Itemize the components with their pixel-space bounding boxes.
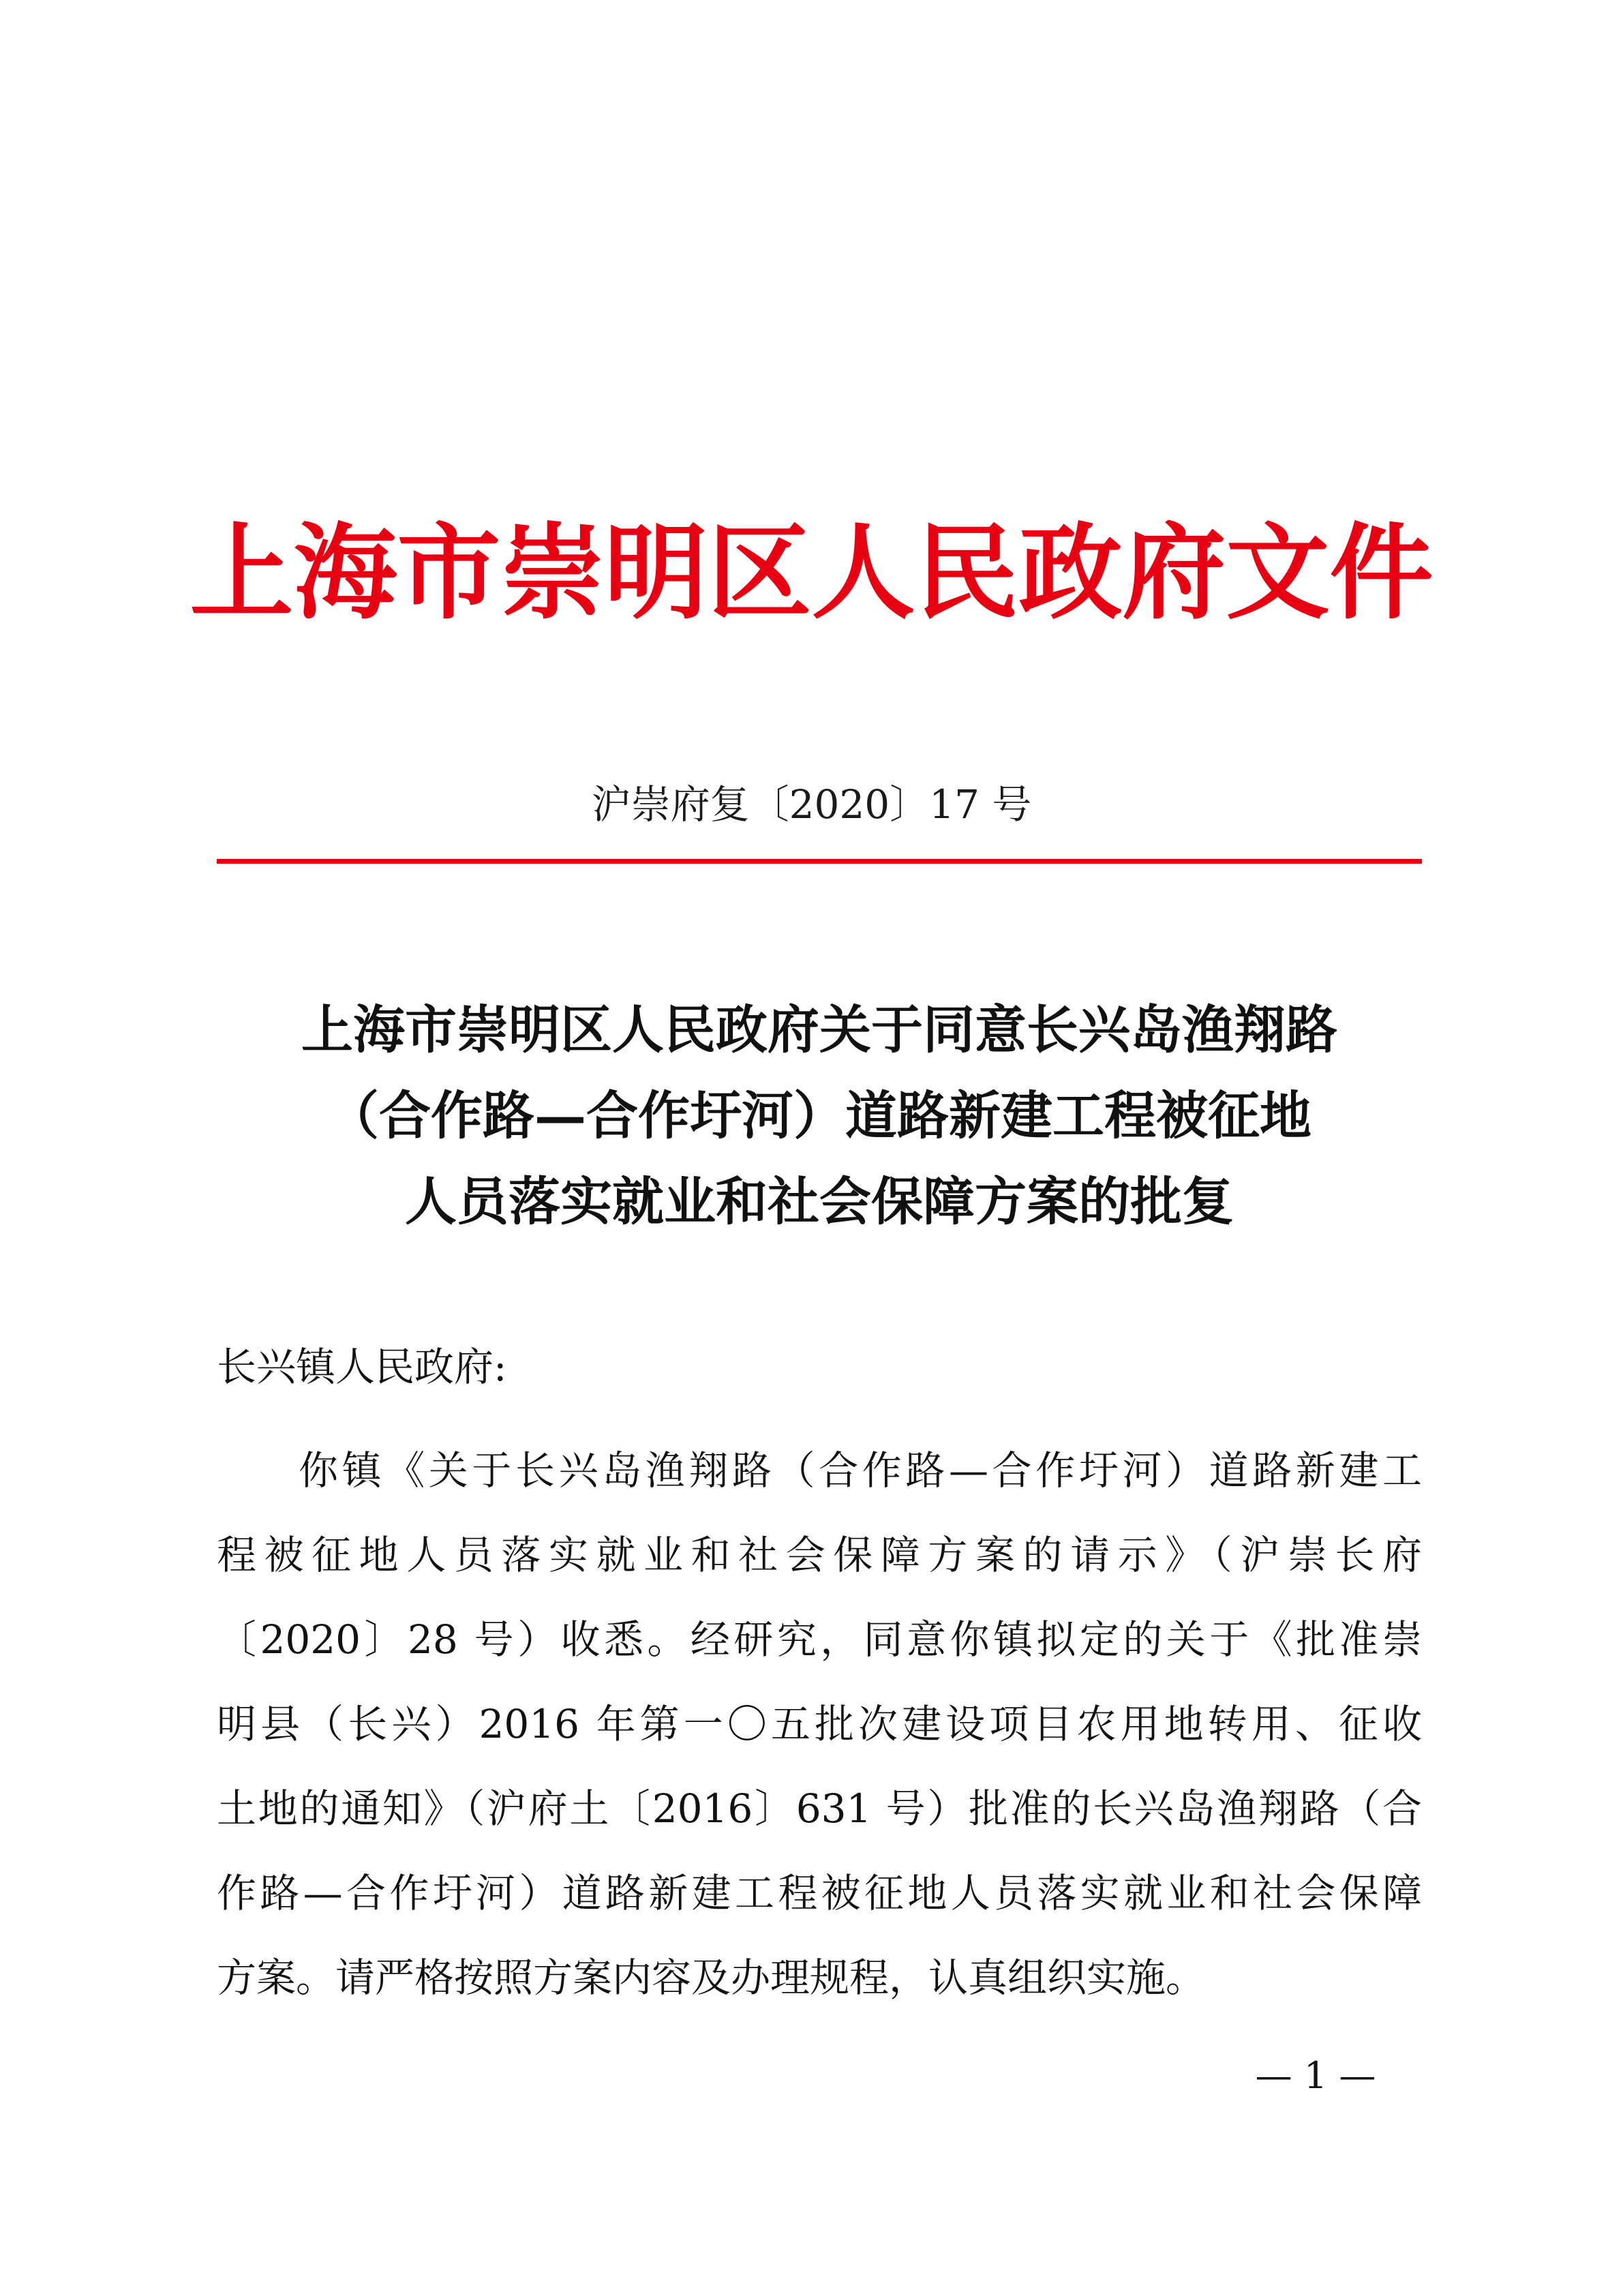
document-title [217,987,1422,1245]
body-line: 你镇《关于长兴岛渔翔路（合作路—合作圩河）道路新建工 [299,1447,1422,1494]
body-line: 土地的通知》（沪府土〔2016〕631 号）批准的长兴岛渔翔路（合 [217,1785,1422,1832]
title-line: （合作路—合作圩河）道路新建工程被征地 [327,1085,1311,1146]
document-number: 沪崇府复〔2020〕17 号 [591,781,1032,828]
addressee: 长兴镇人民政府: [217,1344,507,1390]
body-line: 方案。请严格按照方案内容及办理规程，认真组织实施。 [217,1954,1206,2001]
body-line: 作路—合作圩河）道路新建工程被征地人员落实就业和社会保障 [217,1870,1422,1916]
masthead-title: 上海市崇明区人民政府文件 [189,511,1434,633]
body-line: 程被征地人员落实就业和社会保障方案的请示》（沪崇长府 [217,1532,1422,1578]
title-line: 上海市崇明区人民政府关于同意长兴岛渔翔路 [301,999,1337,1060]
body-paragraph [217,1428,1422,2020]
title-line: 人员落实就业和社会保障方案的批复 [405,1171,1234,1232]
red-divider-line [217,859,1422,864]
body-line: 〔2020〕28 号）收悉。经研究，同意你镇拟定的关于《批准崇 [217,1616,1422,1663]
page-number: — 1 — [1255,2054,1376,2097]
body-line: 明县（长兴）2016 年第一〇五批次建设项目农用地转用、征收 [217,1701,1422,1747]
